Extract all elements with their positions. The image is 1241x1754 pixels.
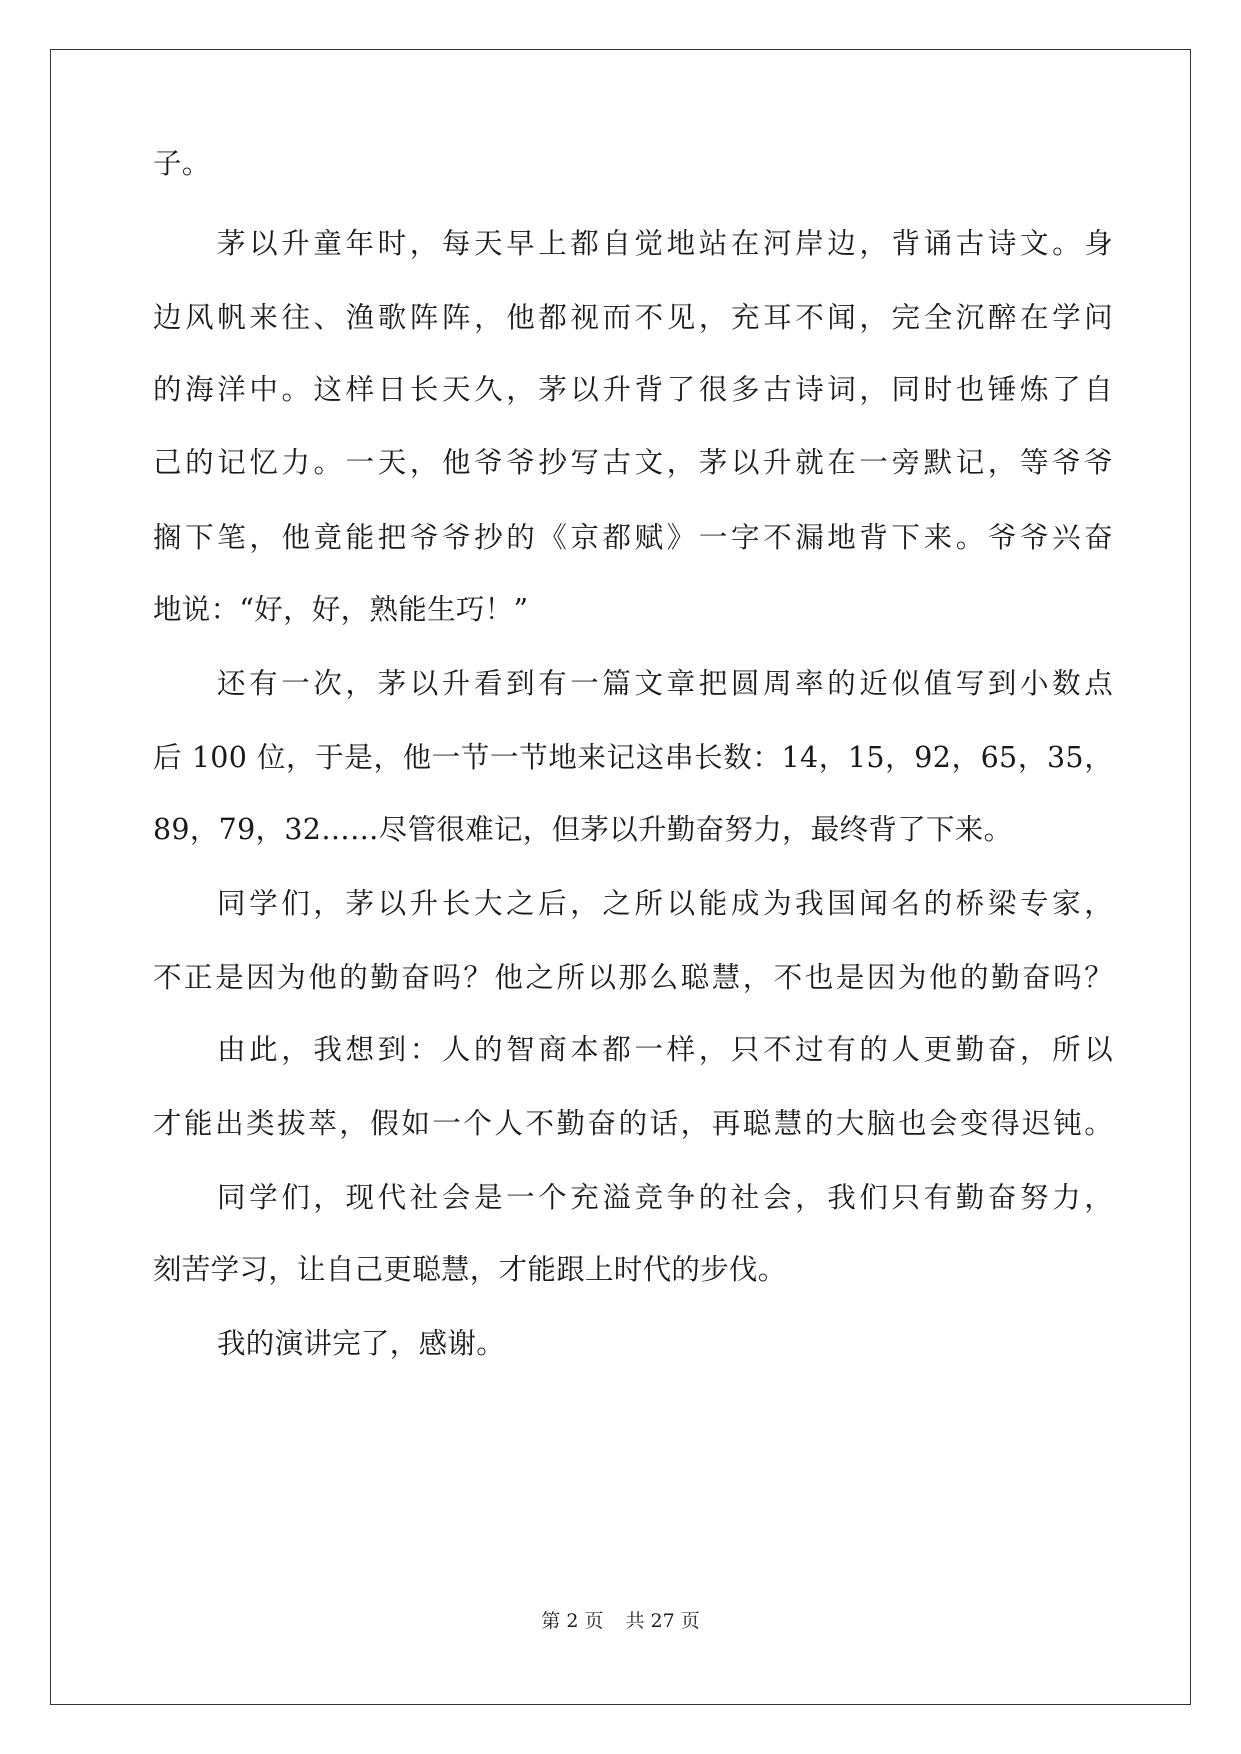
paragraph-line: 同学们，现代社会是一个充溢竞争的社会，我们只有勤奋努力， (217, 1181, 1113, 1214)
paragraph-line: 子。 (153, 147, 211, 180)
paragraph-line: 由此，我想到：人的智商本都一样，只不过有的人更勤奋，所以 (217, 1033, 1113, 1066)
page-total: 共 27 页 (625, 1610, 700, 1632)
page-number: 第 2 页 (541, 1610, 604, 1632)
paragraph-line: 还有一次，茅以升看到有一篇文章把圆周率的近似值写到小数点 (217, 667, 1113, 700)
paragraph-line: 搁下笔，他竟能把爷爷抄的《京都赋》一字不漏地背下来。爷爷兴奋 (153, 521, 1113, 554)
paragraph-line: 刻苦学习，让自己更聪慧，才能跟上时代的步伐。 (153, 1253, 787, 1286)
paragraph-line: 我的演讲完了，感谢。 (217, 1327, 506, 1360)
paragraph-line: 边风帆来往、渔歌阵阵，他都视而不见，充耳不闻，完全沉醉在学问 (153, 301, 1113, 334)
paragraph-line: 同学们，茅以升长大之后，之所以能成为我国闻名的桥梁专家， (217, 887, 1113, 920)
paragraph-line: 才能出类拔萃，假如一个人不勤奋的话，再聪慧的大脑也会变得迟钝。 (153, 1107, 1113, 1140)
paragraph-line: 的海洋中。这样日长天久，茅以升背了很多古诗词，同时也锤炼了自 (153, 373, 1113, 406)
paragraph-line: 己的记忆力。一天，他爷爷抄写古文，茅以升就在一旁默记，等爷爷 (153, 446, 1113, 479)
paragraph-line: 不正是因为他的勤奋吗？他之所以那么聪慧，不也是因为他的勤奋吗？ (153, 961, 1113, 994)
page-footer (0, 1609, 1241, 1633)
paragraph-line: 89，79，32……尽管很难记，但茅以升勤奋努力，最终背了下来。 (153, 813, 1013, 846)
paragraph-line: 后 100 位，于是，他一节一节地来记这串长数：14，15，92，65，35， (153, 741, 1113, 774)
paragraph-line: 茅以升童年时，每天早上都自觉地站在河岸边，背诵古诗文。身 (217, 227, 1113, 260)
paragraph-line: 地说：“好，好，熟能生巧！” (153, 593, 529, 626)
